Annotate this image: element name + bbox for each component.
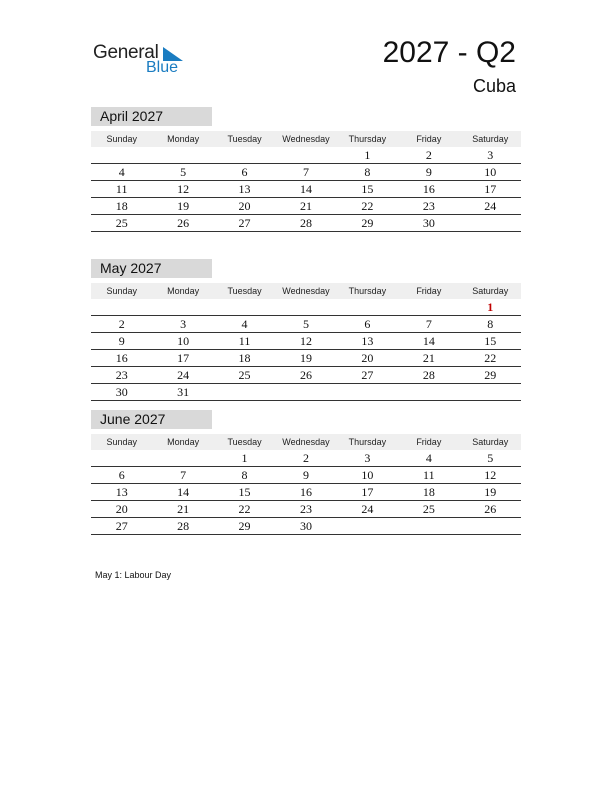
day-cell: 7	[180, 468, 187, 482]
weekday-header: Monday	[167, 134, 200, 144]
week-row	[91, 501, 521, 518]
weekday-header: Friday	[416, 286, 442, 296]
day-cell: 10	[361, 468, 374, 482]
weekday-header: Monday	[167, 437, 200, 447]
month-label: May 2027	[91, 259, 212, 278]
weekday-header-row	[91, 283, 521, 299]
day-cell: 1	[364, 148, 371, 162]
weekday-header: Friday	[416, 437, 442, 447]
day-cell: 12	[177, 182, 190, 196]
week-row	[91, 350, 521, 367]
day-cell: 30	[422, 216, 435, 230]
weekday-header-row	[91, 434, 521, 450]
day-cell: 14	[177, 485, 190, 499]
day-cell	[398, 299, 459, 315]
day-cell: 9	[302, 468, 309, 482]
holiday-notes	[95, 570, 171, 580]
day-cell: 3	[487, 148, 494, 162]
month-block	[91, 259, 521, 401]
weekday-header: Sunday	[106, 286, 137, 296]
day-cell: 13	[361, 334, 374, 348]
day-cell: 6	[118, 468, 125, 482]
day-cell: 11	[238, 334, 251, 348]
day-cell: 18	[115, 199, 128, 213]
day-cell: 13	[238, 182, 251, 196]
day-cell: 22	[484, 351, 497, 365]
day-cell: 23	[422, 199, 435, 213]
holiday-note: May 1: Labour Day	[95, 570, 172, 580]
day-cell	[275, 384, 336, 400]
day-cell: 5	[487, 451, 494, 465]
day-cell	[460, 518, 521, 534]
weekday-header: Wednesday	[282, 134, 330, 144]
day-cell: 19	[299, 351, 312, 365]
day-cell: 20	[238, 199, 251, 213]
day-cell: 16	[299, 485, 312, 499]
day-cell: 16	[422, 182, 435, 196]
month-block	[91, 107, 521, 232]
week-row	[91, 164, 521, 181]
country-name: Cuba	[472, 76, 516, 96]
day-cell	[337, 518, 398, 534]
day-cell: 23	[299, 502, 312, 516]
day-cell: 15	[238, 485, 251, 499]
day-cell: 3	[364, 451, 371, 465]
month-label: April 2027	[91, 107, 212, 126]
weekday-header: Tuesday	[227, 286, 262, 296]
day-cell: 20	[361, 351, 374, 365]
week-row	[91, 518, 521, 535]
day-cell: 21	[177, 502, 190, 516]
day-cell: 29	[484, 368, 497, 382]
day-cell	[91, 147, 152, 163]
day-cell: 24	[484, 199, 497, 213]
day-cell: 1	[241, 451, 248, 465]
day-cell: 30	[299, 519, 312, 533]
day-cell	[337, 384, 398, 400]
day-cell: 27	[238, 216, 251, 230]
logo-text-blue: Blue	[146, 59, 179, 76]
week-row	[91, 450, 521, 467]
day-cell: 21	[299, 199, 312, 213]
day-cell: 3	[180, 317, 187, 331]
month-label: June 2027	[91, 410, 212, 429]
day-cell: 25	[238, 368, 251, 382]
day-cell: 27	[361, 368, 374, 382]
day-cell: 31	[177, 385, 190, 399]
day-cell: 18	[238, 351, 251, 365]
page-title: 2027 - Q2	[382, 36, 516, 69]
day-cell: 5	[302, 317, 309, 331]
day-cell: 15	[361, 182, 374, 196]
weekday-header: Thursday	[348, 286, 387, 296]
day-cell: 14	[299, 182, 312, 196]
day-cell	[275, 147, 336, 163]
weekday-header: Tuesday	[227, 437, 262, 447]
day-cell: 8	[364, 165, 371, 179]
day-cell: 7	[302, 165, 309, 179]
week-row	[91, 484, 521, 501]
day-cell: 16	[115, 351, 128, 365]
day-cell: 6	[241, 165, 248, 179]
weekday-header: Saturday	[472, 286, 509, 296]
day-cell: 13	[115, 485, 128, 499]
day-cell: 7	[425, 317, 432, 331]
day-cell: 17	[361, 485, 374, 499]
day-cell: 19	[484, 485, 497, 499]
day-cell: 27	[115, 519, 128, 533]
day-cell: 23	[115, 368, 128, 382]
day-cell: 25	[422, 502, 435, 516]
day-cell: 10	[177, 334, 190, 348]
day-cell: 26	[299, 368, 312, 382]
day-cell	[214, 147, 275, 163]
day-cell: 4	[118, 165, 125, 179]
general-blue-logo	[93, 40, 193, 80]
day-cell: 6	[364, 317, 371, 331]
logo-text-general: General	[93, 42, 159, 63]
holiday-day-cell: 1	[487, 300, 494, 314]
weekday-header: Sunday	[106, 134, 137, 144]
day-cell	[460, 215, 521, 231]
day-cell: 11	[115, 182, 128, 196]
day-cell	[91, 450, 152, 466]
day-cell: 20	[115, 502, 128, 516]
day-cell: 22	[361, 199, 374, 213]
day-cell: 25	[115, 216, 128, 230]
day-cell: 26	[177, 216, 190, 230]
day-cell: 9	[118, 334, 125, 348]
day-cell: 12	[484, 468, 497, 482]
day-cell	[337, 299, 398, 315]
day-cell	[152, 299, 213, 315]
day-cell: 4	[241, 317, 248, 331]
day-cell: 2	[425, 148, 432, 162]
day-cell: 29	[361, 216, 374, 230]
month-block	[91, 410, 521, 535]
day-cell: 17	[484, 182, 497, 196]
day-cell: 21	[422, 351, 435, 365]
day-cell: 11	[423, 468, 435, 482]
day-cell: 5	[180, 165, 187, 179]
day-cell: 28	[422, 368, 435, 382]
day-cell: 30	[115, 385, 128, 399]
day-cell: 14	[422, 334, 435, 348]
day-cell: 17	[177, 351, 190, 365]
day-cell	[214, 299, 275, 315]
week-row	[91, 333, 521, 350]
day-cell	[214, 384, 275, 400]
day-cell	[398, 384, 459, 400]
weekday-header: Sunday	[106, 437, 137, 447]
day-cell	[152, 450, 213, 466]
day-cell	[152, 147, 213, 163]
day-cell: 26	[484, 502, 497, 516]
day-cell: 2	[118, 317, 125, 331]
day-cell	[275, 299, 336, 315]
weekday-header-row	[91, 131, 521, 147]
day-cell: 9	[425, 165, 432, 179]
day-cell: 10	[484, 165, 497, 179]
day-cell: 28	[177, 519, 190, 533]
weekday-header: Monday	[167, 286, 200, 296]
day-cell	[398, 518, 459, 534]
day-cell: 24	[361, 502, 374, 516]
week-row	[91, 316, 521, 333]
day-cell: 4	[425, 451, 432, 465]
weekday-header: Thursday	[348, 134, 387, 144]
week-row	[91, 299, 521, 316]
day-cell: 8	[487, 317, 494, 331]
week-row	[91, 198, 521, 215]
day-cell: 29	[238, 519, 251, 533]
week-row	[91, 181, 521, 198]
day-cell: 22	[238, 502, 251, 516]
day-cell	[91, 299, 152, 315]
week-row	[91, 215, 521, 232]
day-cell: 8	[241, 468, 248, 482]
weekday-header: Tuesday	[227, 134, 262, 144]
weekday-header: Thursday	[348, 437, 387, 447]
week-row	[91, 147, 521, 164]
day-cell	[460, 384, 521, 400]
week-row	[91, 384, 521, 401]
weekday-header: Friday	[416, 134, 442, 144]
day-cell: 19	[177, 199, 190, 213]
weekday-header: Wednesday	[282, 286, 330, 296]
weekday-header: Wednesday	[282, 437, 330, 447]
day-cell: 24	[177, 368, 190, 382]
day-cell: 12	[299, 334, 312, 348]
day-cell: 18	[422, 485, 435, 499]
day-cell: 2	[302, 451, 309, 465]
week-row	[91, 367, 521, 384]
day-cell: 28	[299, 216, 312, 230]
weekday-header: Saturday	[472, 437, 509, 447]
day-cell: 15	[484, 334, 497, 348]
week-row	[91, 467, 521, 484]
weekday-header: Saturday	[472, 134, 509, 144]
